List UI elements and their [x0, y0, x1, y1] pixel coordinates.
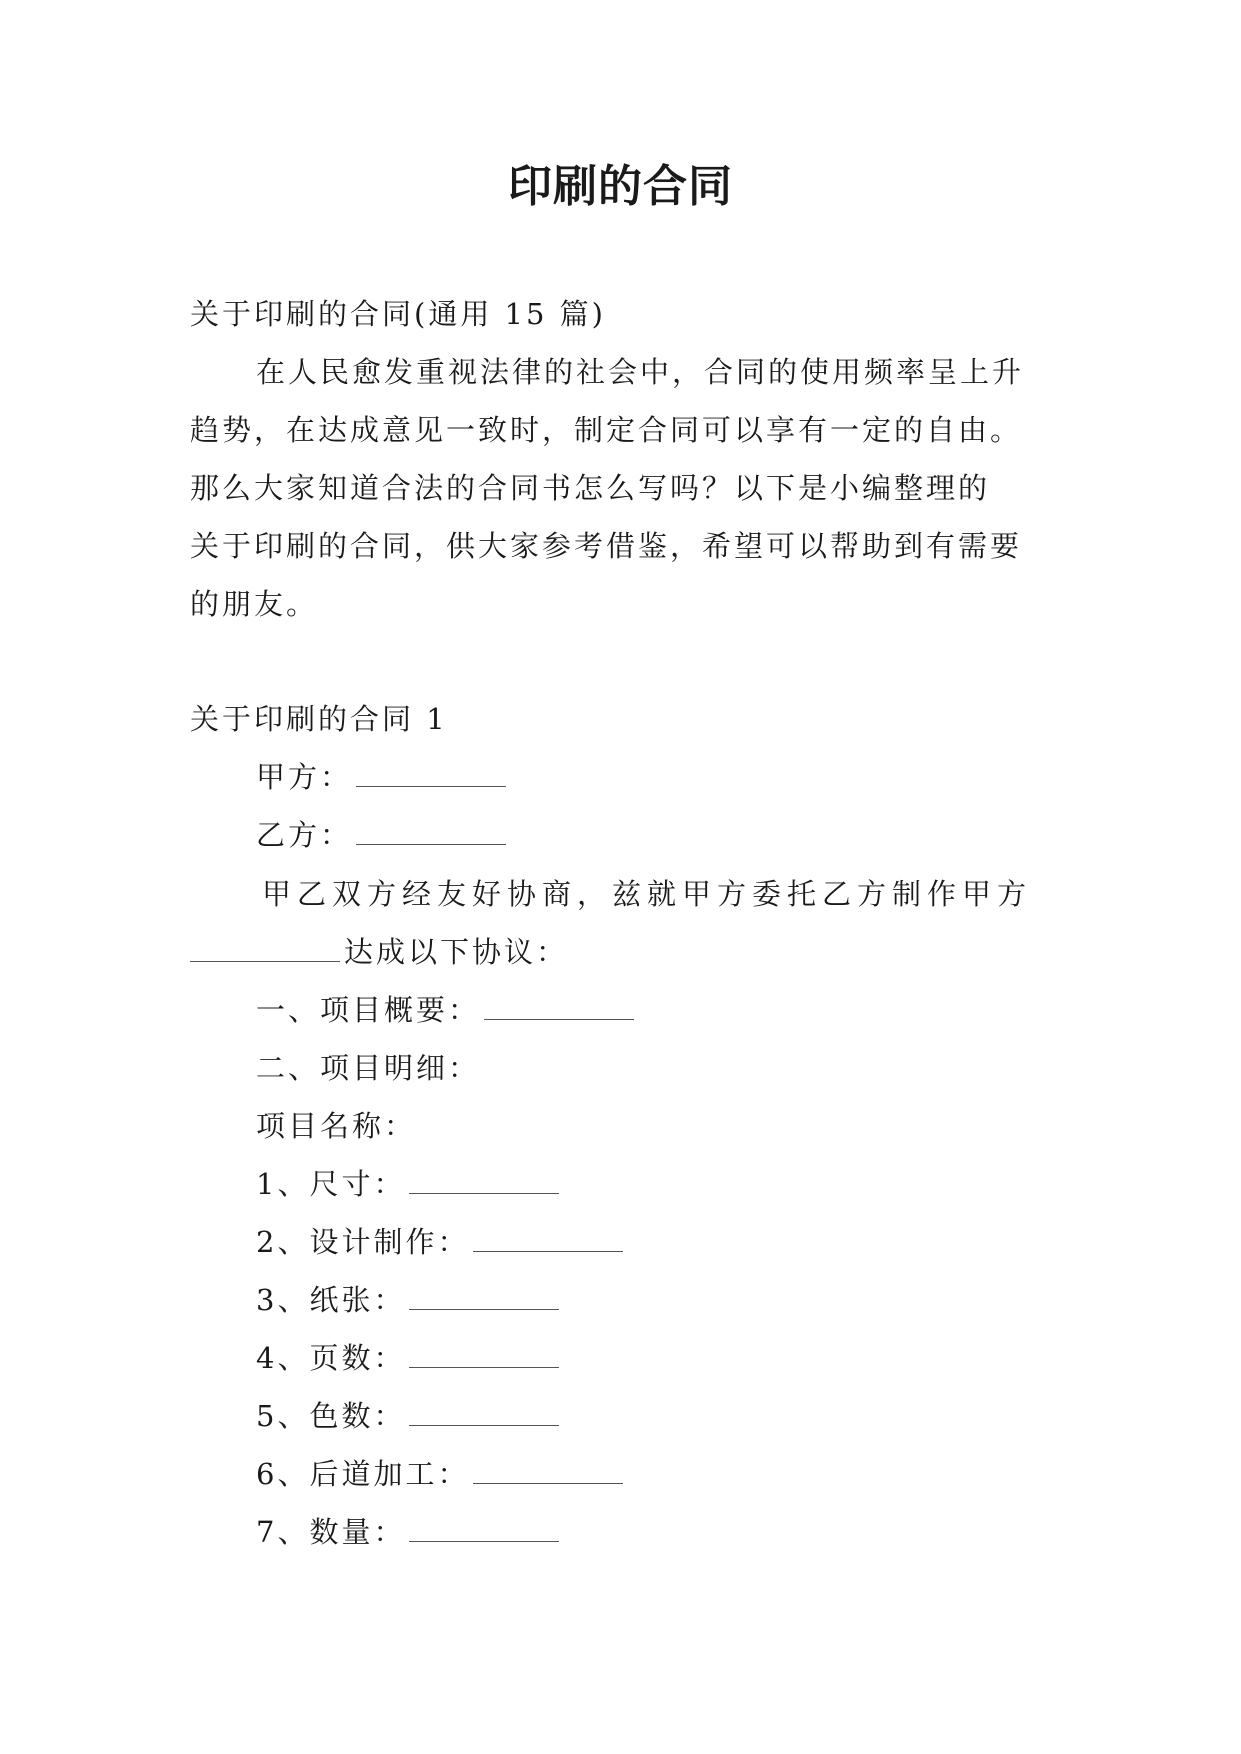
list-item-blank: [409, 1345, 559, 1368]
item-details-heading: 二、项目明细：: [256, 1051, 481, 1085]
party-b-label: 乙方：: [256, 818, 353, 852]
list-item-label: 1、尺寸：: [256, 1167, 406, 1201]
list-item-blank: [409, 1171, 559, 1194]
intro-line-4: 关于印刷的合同，供大家参考借鉴，希望可以帮助到有需要: [190, 529, 1023, 563]
party-b-blank: [356, 822, 506, 845]
work-blank: [190, 939, 340, 962]
list-item-blank: [473, 1461, 623, 1484]
party-a-line: [256, 760, 506, 794]
intro-line-2: 趋势，在达成意见一致时，制定合同可以享有一定的自由。: [190, 413, 1023, 447]
list-item-pages: [256, 1341, 559, 1375]
list-item-label: 6、后道加工：: [256, 1457, 470, 1491]
list-item-design: [256, 1225, 623, 1259]
document-subtitle: 关于印刷的合同(通用 15 篇): [190, 297, 606, 331]
item-overview-blank: [484, 997, 634, 1020]
section-heading: 关于印刷的合同 1: [190, 702, 448, 736]
intro-line-5: 的朋友。: [190, 587, 319, 621]
party-a-blank: [356, 764, 506, 787]
list-item-quantity: [256, 1515, 559, 1549]
item-overview-line: [256, 993, 634, 1027]
intro-line-3: 那么大家知道合法的合同书怎么写吗？以下是小编整理的: [190, 471, 991, 505]
project-name-label: 项目名称：: [256, 1109, 417, 1143]
item-overview-label: 一、项目概要：: [256, 993, 481, 1027]
agreement-line-2-text: 达成以下协议：: [344, 935, 569, 969]
list-item-paper: [256, 1283, 559, 1317]
list-item-size: [256, 1167, 559, 1201]
list-item-blank: [409, 1403, 559, 1426]
list-item-blank: [409, 1287, 559, 1310]
agreement-line-2: [190, 935, 569, 969]
list-item-colors: [256, 1399, 559, 1433]
list-item-label: 2、设计制作：: [256, 1225, 470, 1259]
party-a-label: 甲方：: [256, 760, 353, 794]
list-item-blank: [409, 1519, 559, 1542]
list-item-label: 5、色数：: [256, 1399, 406, 1433]
list-item-label: 4、页数：: [256, 1341, 406, 1375]
intro-line-1: 在人民愈发重视法律的社会中，合同的使用频率呈上升: [256, 355, 1025, 389]
list-item-label: 3、纸张：: [256, 1283, 406, 1317]
party-b-line: [256, 818, 506, 852]
list-item-blank: [473, 1229, 623, 1252]
document-title: 印刷的合同: [508, 161, 733, 212]
list-item-finishing: [256, 1457, 623, 1491]
agreement-line-1: 甲乙双方经友好协商，兹就甲方委托乙方制作甲方: [262, 877, 1033, 911]
list-item-label: 7、数量：: [256, 1515, 406, 1549]
